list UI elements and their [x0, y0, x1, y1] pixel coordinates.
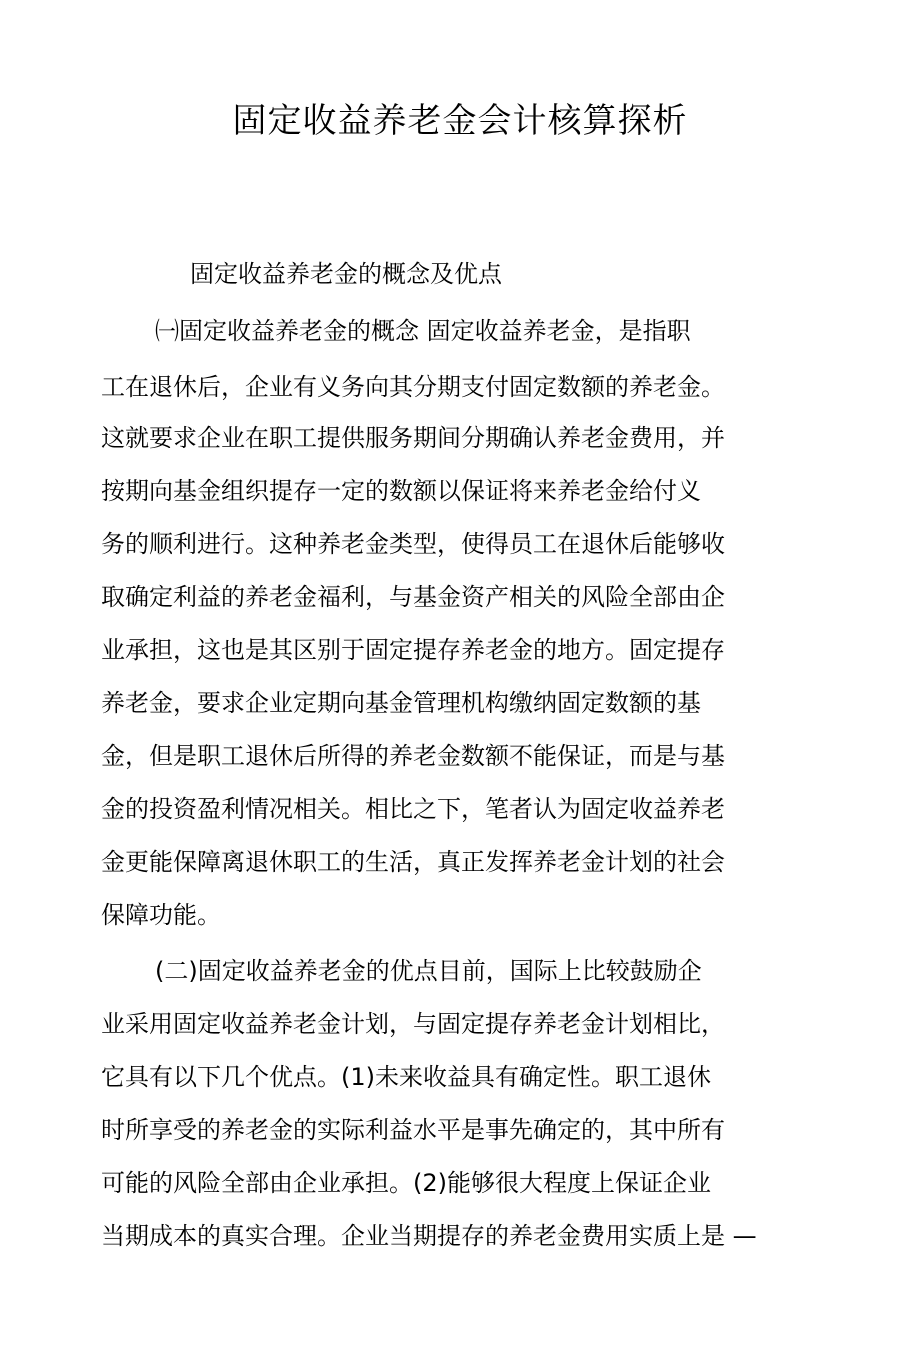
document-title: 固定收益养老金会计核算探析 [232, 101, 688, 141]
paragraph-line: 可能的风险全部由企业承担。(2)能够很大程度上保证企业 [101, 1169, 711, 1197]
paragraph-line: 它具有以下几个优点。(1)未来收益具有确定性。职工退休 [101, 1063, 711, 1091]
paragraph-line: 这就要求企业在职工提供服务期间分期确认养老金费用，并 [101, 424, 725, 452]
paragraph-line: 保障功能。 [101, 901, 221, 929]
paragraph-line: 时所享受的养老金的实际利益水平是事先确定的，其中所有 [101, 1116, 725, 1144]
paragraph-line: 按期向基金组织提存一定的数额以保证将来养老金给付义 [101, 477, 701, 505]
paragraph-line: 业采用固定收益养老金计划，与固定提存养老金计划相比， [101, 1010, 725, 1038]
paragraph-line: 当期成本的真实合理。企业当期提存的养老金费用实质上是 — [101, 1222, 757, 1250]
paragraph-line: 工在退休后，企业有义务向其分期支付固定数额的养老金。 [101, 373, 725, 401]
paragraph-line: 金，但是职工退休后所得的养老金数额不能保证，而是与基 [101, 742, 725, 770]
paragraph-line: 金的投资盈利情况相关。相比之下，笔者认为固定收益养老 [101, 795, 725, 823]
paragraph-line: (二)固定收益养老金的优点目前，国际上比较鼓励企 [155, 957, 702, 985]
paragraph-line: 金更能保障离退休职工的生活，真正发挥养老金计划的社会 [101, 848, 725, 876]
paragraph-line: 养老金，要求企业定期向基金管理机构缴纳固定数额的基 [101, 689, 701, 717]
section-heading: 固定收益养老金的概念及优点 [190, 260, 502, 288]
paragraph-line: 业承担，这也是其区别于固定提存养老金的地方。固定提存 [101, 636, 725, 664]
paragraph-line: 务的顺利进行。这种养老金类型，使得员工在退休后能够收 [101, 530, 725, 558]
paragraph-line: ㈠固定收益养老金的概念 固定收益养老金，是指职 [155, 317, 691, 345]
paragraph-line: 取确定利益的养老金福利，与基金资产相关的风险全部由企 [101, 583, 725, 611]
